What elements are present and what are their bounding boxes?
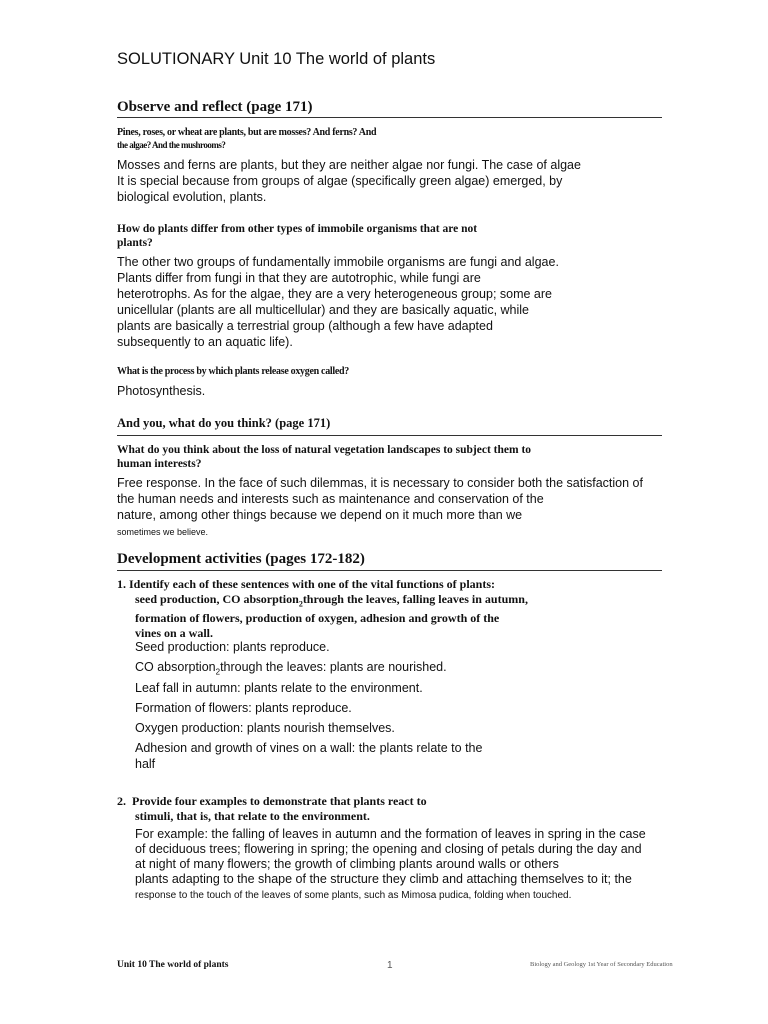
answer-line: For example: the falling of leaves in autumn and the formation of leaves in spring in the case bbox=[135, 827, 646, 841]
activity-text: seed production, CO absorption bbox=[135, 592, 299, 606]
subscript: 2 bbox=[215, 667, 221, 677]
activity-line: 2. Provide four examples to demonstrate that plants react to bbox=[117, 794, 427, 808]
answer-text bbox=[117, 157, 607, 205]
footer-unit-title: Unit 10 The world of plants bbox=[117, 960, 229, 970]
question-text: What is the process by which plants release oxygen called? bbox=[117, 366, 349, 377]
activity-line: 1. Identify each of these sentences with one of the vital functions of plants: bbox=[117, 577, 495, 591]
answer-item: Oxygen production: plants nourish themselves. bbox=[135, 721, 395, 735]
answer-line: sometimes we believe. bbox=[117, 527, 209, 537]
section-divider bbox=[117, 435, 662, 436]
question-text bbox=[117, 222, 587, 250]
answer-line: heterotrophs. As for the algae, they are a very heterogeneous group; some are bbox=[117, 287, 552, 301]
answer-text bbox=[135, 827, 662, 903]
answer-line: half bbox=[135, 757, 156, 771]
section-heading-observe: Observe and reflect (page 171) bbox=[117, 99, 313, 115]
footer-course: Biology and Geology 1st Year of Secondary Education bbox=[530, 961, 673, 968]
question-text bbox=[117, 443, 637, 471]
answer-text bbox=[117, 254, 607, 350]
activity-line bbox=[117, 592, 528, 609]
section-heading-think: And you, what do you think? (page 171) bbox=[117, 416, 331, 430]
section-divider bbox=[117, 570, 662, 571]
activity-item-1 bbox=[117, 577, 577, 641]
answer-line: Free response. In the face of such dilemmas, it is necessary to consider both the satisfaction of bbox=[117, 476, 643, 490]
answer-item bbox=[135, 740, 482, 772]
answer-line: response to the touch of the leaves of some plants, such as Mimosa pudica, folding when touched. bbox=[135, 890, 572, 901]
answer-text: CO absorption bbox=[135, 660, 216, 674]
answer-line: plants are basically a terrestrial group (although a few have adapted bbox=[117, 319, 493, 333]
answer-item bbox=[135, 659, 447, 681]
answer-text: through the leaves: plants are nourished. bbox=[220, 660, 447, 674]
activity-item-2 bbox=[117, 794, 577, 824]
activity-line: vines on a wall. bbox=[135, 626, 214, 641]
answer-item: Leaf fall in autumn: plants relate to the environment. bbox=[135, 681, 423, 695]
question-text bbox=[117, 127, 587, 152]
question-line: What do you think about the loss of natural vegetation landscapes to subject them to bbox=[117, 444, 532, 456]
section-heading-development: Development activities (pages 172-182) bbox=[117, 551, 365, 567]
answer-line: Adhesion and growth of vines on a wall: the plants relate to the bbox=[135, 741, 483, 755]
answer-line: unicellular (plants are all multicellular) and they are basically aquatic, while bbox=[117, 303, 530, 317]
answer-line: The other two groups of fundamentally immobile organisms are fungi and algae. bbox=[117, 255, 559, 269]
question-line: the algae? And the mushrooms? bbox=[117, 140, 226, 150]
answer-line: plants adapting to the shape of the structure they climb and attaching themselves to it; the bbox=[135, 872, 632, 886]
subscript: 2 bbox=[298, 599, 303, 609]
answer-line: of deciduous trees; flowering in spring; the opening and closing of petals during the day and bbox=[135, 842, 642, 856]
answer-line: at night of many flowers; the growth of climbing plants around walls or others bbox=[135, 857, 559, 871]
section-divider bbox=[117, 117, 662, 118]
activity-line: stimuli, that is, that relate to the environment. bbox=[135, 809, 370, 823]
question-line: Pines, roses, or wheat are plants, but are mosses? And ferns? And bbox=[117, 127, 377, 138]
document-title: SOLUTIONARY Unit 10 The world of plants bbox=[117, 50, 436, 68]
page-number: 1 bbox=[387, 960, 393, 971]
question-line: plants? bbox=[117, 237, 153, 249]
answer-line: the human needs and interests such as maintenance and conservation of the bbox=[117, 492, 544, 506]
question-line: human interests? bbox=[117, 458, 202, 470]
answer-line: subsequently to an aquatic life). bbox=[117, 335, 293, 349]
answer-item: Seed production: plants reproduce. bbox=[135, 640, 330, 654]
answer-line: biological evolution, plants. bbox=[117, 190, 267, 204]
answer-line: It is special because from groups of algae (specifically green algae) emerged, by bbox=[117, 174, 563, 188]
activity-line: formation of flowers, production of oxygen, adhesion and growth of the bbox=[135, 611, 500, 626]
activity-text: through the leaves, falling leaves in autumn, bbox=[302, 592, 528, 606]
answer-item: Formation of flowers: plants reproduce. bbox=[135, 701, 352, 715]
question-line: How do plants differ from other types of immobile organisms that are not bbox=[117, 223, 478, 235]
answer-line: Mosses and ferns are plants, but they are neither algae nor fungi. The case of algae bbox=[117, 158, 581, 172]
answer-line: Plants differ from fungi in that they are autotrophic, while fungi are bbox=[117, 271, 481, 285]
answer-text bbox=[117, 475, 662, 539]
answer-text: Photosynthesis. bbox=[117, 384, 206, 398]
answer-line: nature, among other things because we depend on it much more than we bbox=[117, 508, 523, 522]
